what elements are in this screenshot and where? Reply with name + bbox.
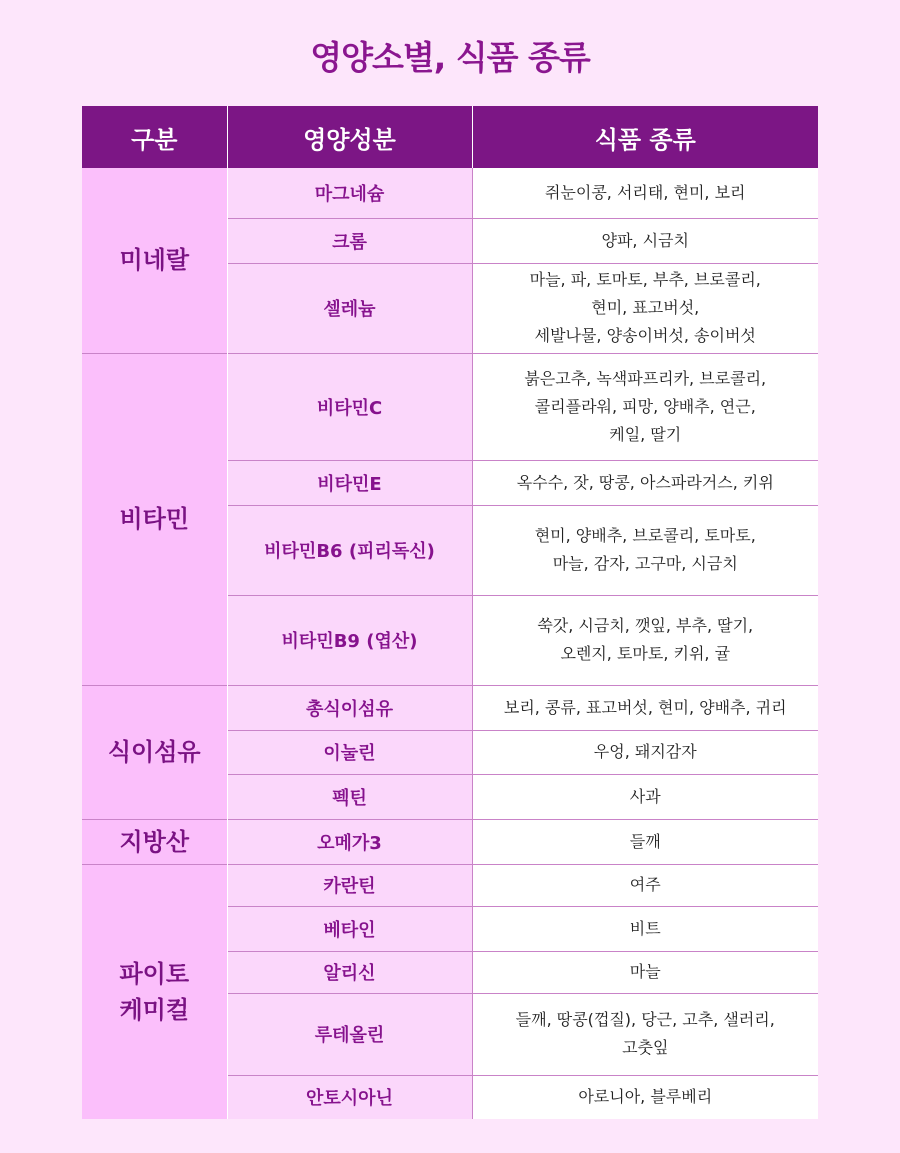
category-label: 미네랄 <box>119 246 190 275</box>
foods-cell <box>472 819 818 864</box>
table-row <box>82 168 818 218</box>
foods-cell <box>472 460 818 505</box>
nutrient-cell: 총식이섬유 <box>227 685 472 730</box>
foods-cell <box>472 774 818 819</box>
nutrient-cell: 알리신 <box>227 951 472 993</box>
nutrient-cell: 비타민C <box>227 353 472 460</box>
foods-line: 오렌지, 토마토, 키위, 귤 <box>560 644 731 663</box>
foods-line: 마늘, 감자, 고구마, 시금치 <box>552 554 738 573</box>
nutrient-cell: 카란틴 <box>227 864 472 906</box>
foods-cell <box>472 168 818 218</box>
nutrient-cell: 크롬 <box>227 218 472 263</box>
table-row <box>82 353 818 460</box>
foods-line: 쥐눈이콩, 서리태, 현미, 보리 <box>544 182 746 202</box>
nutrient-cell: 루테올린 <box>227 993 472 1075</box>
foods-line: 쑥갓, 시금치, 깻잎, 부추, 딸기, <box>537 616 754 635</box>
foods-line: 옥수수, 잣, 땅콩, 아스파라거스, 키위 <box>516 472 774 492</box>
nutrient-cell: 비타민E <box>227 460 472 505</box>
foods-line: 여주 <box>629 875 661 894</box>
category-cell <box>82 864 227 1119</box>
foods-line: 양파, 시금치 <box>601 230 689 250</box>
foods-line: 고춧잎 <box>622 1038 669 1057</box>
foods-cell <box>472 218 818 263</box>
foods-line: 사과 <box>629 786 661 806</box>
header-category: 구분 <box>82 106 227 168</box>
foods-line: 아로니아, 블루베리 <box>578 1087 713 1107</box>
table-header-row <box>82 106 818 168</box>
nutrient-cell: 안토시아닌 <box>227 1075 472 1119</box>
category-label: 케미컬 <box>119 995 190 1024</box>
nutrient-cell: 펙틴 <box>227 774 472 819</box>
foods-line: 세발나물, 양송이버섯, 송이버섯 <box>534 326 756 345</box>
foods-line: 들깨 <box>629 831 661 851</box>
foods-line: 현미, 표고버섯, <box>591 298 700 317</box>
foods-line: 마늘, 파, 토마토, 부추, 브로콜리, <box>529 270 761 289</box>
foods-line: 보리, 콩류, 표고버섯, 현미, 양배추, 귀리 <box>503 697 787 717</box>
table-row <box>82 819 818 864</box>
foods-line: 우엉, 돼지감자 <box>593 742 697 761</box>
nutrient-cell: 베타인 <box>227 906 472 951</box>
category-label: 비타민 <box>119 505 190 533</box>
header-foods: 식품 종류 <box>472 106 818 168</box>
foods-cell <box>472 730 818 774</box>
category-label: 파이토 <box>119 959 190 988</box>
category-label: 식이섬유 <box>107 738 201 766</box>
foods-line: 콜리플라워, 피망, 양배추, 연근, <box>534 396 756 416</box>
nutrient-cell: 비타민B6 (피리독신) <box>227 505 472 595</box>
table-row <box>82 864 818 906</box>
foods-cell <box>472 505 818 595</box>
foods-line: 현미, 양배추, 브로콜리, 토마토, <box>534 526 756 545</box>
foods-line: 붉은고추, 녹색파프리카, 브로콜리, <box>524 368 767 388</box>
nutrient-food-table <box>82 106 818 1119</box>
nutrient-cell: 이눌린 <box>227 730 472 774</box>
nutrient-cell: 비타민B9 (엽산) <box>227 595 472 685</box>
foods-cell <box>472 595 818 685</box>
foods-line: 비트 <box>629 918 661 938</box>
foods-line: 마늘 <box>629 962 661 981</box>
foods-cell <box>472 263 818 353</box>
category-label: 지방산 <box>119 827 190 856</box>
foods-cell <box>472 353 818 460</box>
foods-cell <box>472 906 818 951</box>
header-nutrient: 영양성분 <box>227 106 472 168</box>
table-row <box>82 685 818 730</box>
table-body <box>82 168 818 1119</box>
nutrient-cell: 셀레늄 <box>227 263 472 353</box>
category-cell <box>82 168 227 353</box>
foods-cell <box>472 864 818 906</box>
category-cell <box>82 353 227 685</box>
category-cell <box>82 819 227 864</box>
foods-cell <box>472 993 818 1075</box>
category-cell <box>82 685 227 819</box>
foods-cell <box>472 1075 818 1119</box>
nutrient-cell: 오메가3 <box>227 819 472 864</box>
foods-line: 들깨, 땅콩(껍질), 당근, 고추, 샐러리, <box>515 1010 775 1029</box>
foods-line: 케일, 딸기 <box>609 424 682 444</box>
nutrient-cell: 마그네슘 <box>227 168 472 218</box>
page-title: 영양소별, 식품 종류 <box>310 38 590 77</box>
foods-cell <box>472 951 818 993</box>
foods-cell <box>472 685 818 730</box>
